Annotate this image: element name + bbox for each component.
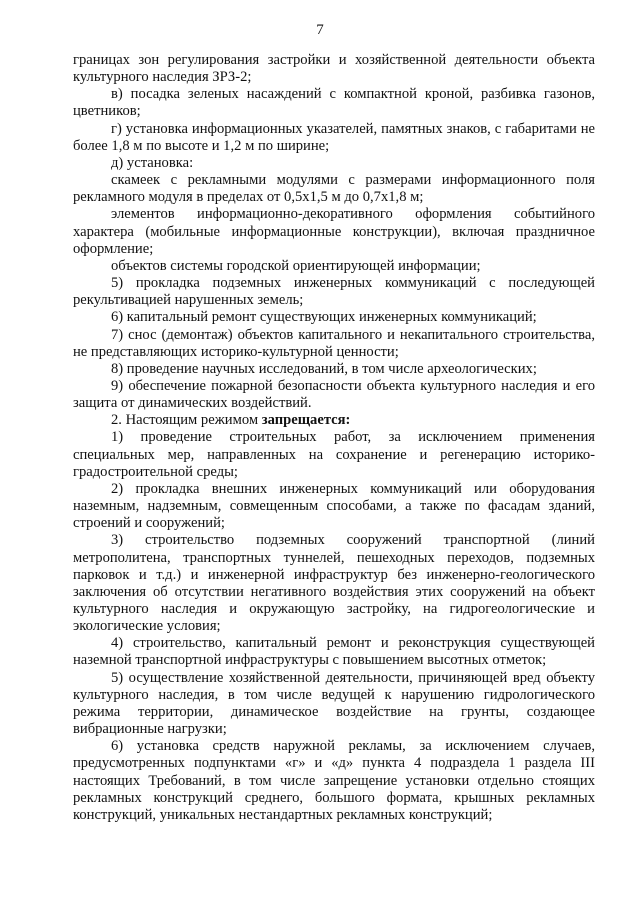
section-heading	[73, 412, 595, 429]
paragraph: г) установка информационных указателей, памятных знаков, с габаритами не более 1,8 м по высоте и 1,2 м по ширине;	[73, 120, 595, 154]
paragraph: 2) прокладка внешних инженерных коммуникаций или оборудования наземным, надземным, совмещенным способами, а также по фасадам зданий, строений и сооружений;	[73, 480, 595, 532]
paragraph: 5) прокладка подземных инженерных коммуникаций с последующей рекультивацией нарушенных земель;	[73, 275, 595, 309]
paragraph: 9) обеспечение пожарной безопасности объекта культурного наследия и его защита от динамических воздействий.	[73, 377, 595, 412]
paragraph: 4) строительство, капитальный ремонт и реконструкция существующей наземной транспортной инфраструктуры с повышением высотных отметок;	[73, 635, 595, 669]
paragraph: 5) осуществление хозяйственной деятельности, причиняющей вред объекту культурного наследия, в том числе ведущей к нарушению гидрологического режима территории, динамическое воздействие на грунты, создающее вибрационные нагрузки;	[73, 669, 595, 738]
paragraph: 6) установка средств наружной рекламы, за исключением случаев, предусмотренных подпунктами «г» и «д» пункта 4 подраздела 1 раздела III настоящих Требований, в том числе запрещение установки отдельно стоящих рекламных конструкций среднего, большого формата, крышных рекламных конструкций, уникальных нестандартных рекламных конструкций;	[73, 738, 595, 823]
paragraph: в) посадка зеленых насаждений с компактной кроной, разбивка газонов, цветников;	[73, 86, 595, 120]
section-emphasis: запрещается:	[261, 412, 351, 429]
paragraph: 3) строительство подземных сооружений транспортной (линий метрополитена, транспортных туннелей, пешеходных переходов, подземных парковок и т.д.) и инженерной инфраструктур без инженерно-геологического заключения об отсутствии негативного воздействия этих сооружений на объект культурного наследия и окружающую застройку, на гидрогеологические и экологические условия;	[73, 532, 595, 635]
document-body	[73, 52, 595, 824]
paragraph: 8) проведение научных исследований, в том числе археологических;	[111, 360, 537, 377]
paragraph: 6) капитальный ремонт существующих инженерных коммуникаций;	[111, 309, 537, 326]
paragraph: 7) снос (демонтаж) объектов капитального и некапитального строительства, не представляющих историко-культурной ценности;	[73, 326, 595, 360]
paragraph: объектов системы городской ориентирующей информации;	[111, 257, 481, 274]
paragraph: элементов информационно-декоративного оформления событийного характера (мобильные информационные конструкции), включая праздничное оформление;	[73, 206, 595, 257]
page-number: 7	[316, 22, 324, 38]
paragraph: д) установка:	[111, 154, 194, 171]
section-lead: 2. Настоящим режимом	[111, 412, 262, 429]
paragraph: границах зон регулирования застройки и хозяйственной деятельности объекта культурного наследия ЗРЗ-2;	[73, 52, 595, 86]
paragraph: 1) проведение строительных работ, за исключением применения специальных мер, направленных на сохранение и регенерацию историко-градостроительной среды;	[73, 429, 595, 480]
paragraph: скамеек с рекламными модулями с размерами информационного поля рекламного модуля в пределах от 0,5х1,5 м до 0,7х1,8 м;	[73, 172, 595, 206]
